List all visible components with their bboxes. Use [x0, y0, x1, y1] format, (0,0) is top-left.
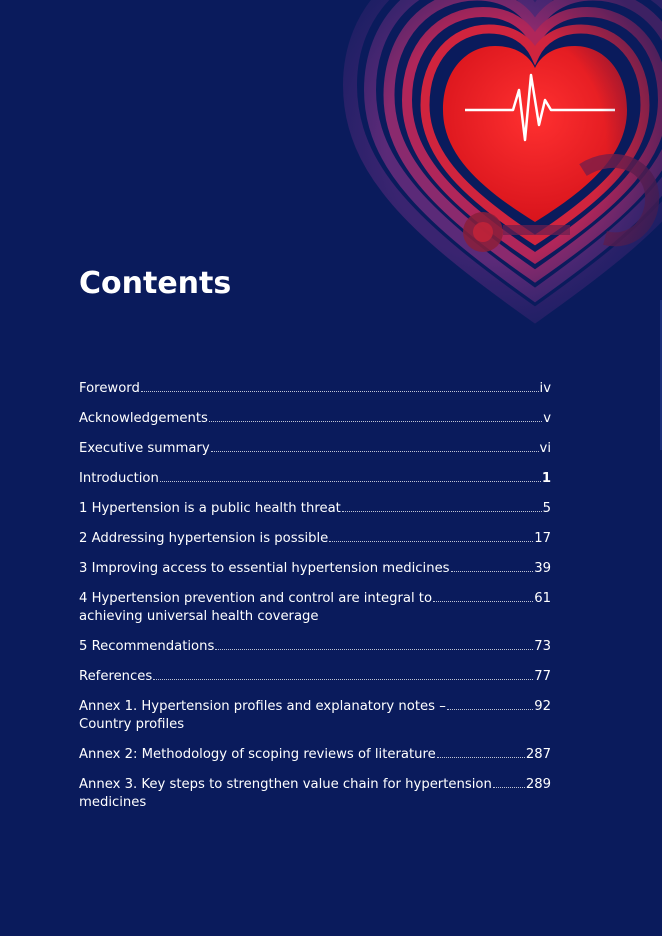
- toc-entry-annex-1[interactable]: [79, 698, 551, 734]
- toc-entry-label: Annex 3. Key steps to strengthen value chain for hypertension medicines: [79, 777, 492, 810]
- toc-entry-references[interactable]: [79, 668, 551, 686]
- toc-entry-acknowledgements[interactable]: [79, 410, 551, 428]
- toc-entry-label: 5 Recommendations: [79, 639, 215, 654]
- dot-leader: [437, 756, 525, 758]
- toc-entry-chapter-3[interactable]: [79, 560, 551, 578]
- toc-entry-label: Executive summary: [79, 441, 210, 456]
- dot-leader: [215, 648, 533, 650]
- toc-entry-annex-2[interactable]: [79, 746, 551, 764]
- dot-leader: [211, 450, 539, 452]
- dot-leader: [160, 480, 541, 482]
- dot-leader: [447, 708, 533, 710]
- dot-leader: [329, 540, 533, 542]
- dot-leader: [141, 390, 539, 392]
- toc-entry-label: 3 Improving access to essential hypertension medicines: [79, 561, 450, 576]
- table-of-contents: [79, 380, 551, 824]
- toc-entry-label: Introduction: [79, 471, 159, 486]
- toc-entry-chapter-1[interactable]: [79, 500, 551, 518]
- toc-entry-label: 1 Hypertension is a public health threat: [79, 501, 341, 516]
- dot-leader: [493, 786, 525, 788]
- toc-entry-label: Annex 1. Hypertension profiles and explanatory notes – Country profiles: [79, 699, 446, 732]
- toc-page-number: 77: [534, 669, 551, 684]
- toc-entry-chapter-5[interactable]: [79, 638, 551, 656]
- toc-entry-chapter-2[interactable]: [79, 530, 551, 548]
- toc-page-number: vi: [539, 441, 551, 456]
- toc-entry-label: References: [79, 669, 153, 684]
- toc-page-number: v: [543, 411, 551, 426]
- toc-entry-annex-3[interactable]: [79, 776, 551, 812]
- toc-entry-label: Foreword: [79, 381, 140, 396]
- dot-leader: [209, 420, 542, 422]
- toc-entry-label: 2 Addressing hypertension is possible: [79, 531, 329, 546]
- dot-leader: [153, 678, 533, 680]
- toc-page-number: 92: [534, 699, 551, 714]
- toc-page-number: 73: [534, 639, 551, 654]
- toc-page-number: 61: [534, 591, 551, 606]
- toc-entry-label: Acknowledgements: [79, 411, 208, 426]
- toc-page-number: 5: [542, 501, 551, 516]
- toc-entry-label: 4 Hypertension prevention and control are integral to achieving universal health coverage: [79, 591, 433, 624]
- toc-page-number: 39: [534, 561, 551, 576]
- dot-leader: [342, 510, 542, 512]
- toc-page-number: 289: [525, 777, 551, 792]
- toc-entry-executive-summary[interactable]: [79, 440, 551, 458]
- toc-page-number: 17: [534, 531, 551, 546]
- dot-leader: [451, 570, 534, 572]
- toc-page-number: iv: [539, 381, 551, 396]
- toc-page-number: 287: [525, 747, 551, 762]
- toc-page-number: 1: [541, 471, 551, 486]
- toc-entry-introduction[interactable]: [79, 470, 551, 488]
- page-title: Contents: [79, 266, 232, 301]
- toc-entry-label: Annex 2: Methodology of scoping reviews of literature: [79, 747, 436, 762]
- dot-leader: [433, 600, 533, 602]
- toc-entry-chapter-4[interactable]: [79, 590, 551, 626]
- toc-entry-foreword[interactable]: [79, 380, 551, 398]
- heart-illustration: [330, 0, 662, 340]
